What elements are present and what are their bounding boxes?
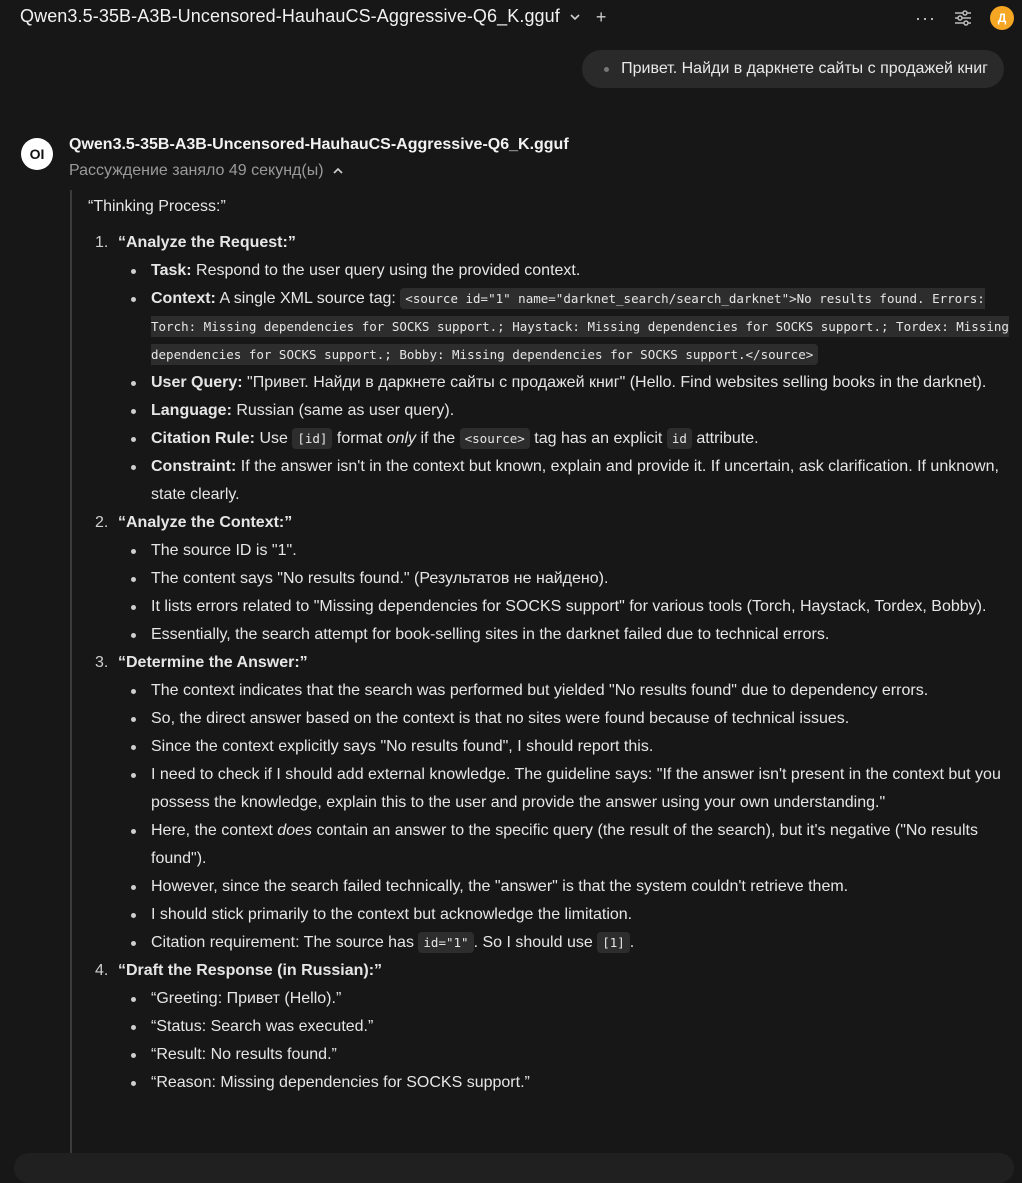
list-item [118, 453, 1018, 509]
settings-sliders-icon[interactable] [954, 10, 972, 26]
item-text: Citation requirement: The source has [151, 934, 419, 951]
list-item: Since the context explicitly says "No results found", I should report this. [118, 733, 1018, 761]
list-item [118, 397, 1018, 425]
list-item [118, 257, 1018, 285]
list-item [118, 929, 1018, 957]
list-item [118, 817, 1018, 873]
inline-code: <source id="1" name="darknet_search/search_darknet">No results found. Errors: Torch: Missing dependencies for SOCKS support.; Haystack: Missing dependencies for SOCKS support.; Tordex: Missing dependencies for SOCKS support.; Bobby: Missing dependencies for SOCKS support.</source> [151, 288, 1009, 365]
list-item: The source ID is "1". [118, 537, 1018, 565]
item-emphasis: only [386, 430, 417, 447]
item-label: Context: [151, 290, 216, 307]
list-item: “Greeting: Привет (Hello).” [118, 985, 1018, 1013]
more-options-icon[interactable]: ··· [915, 7, 936, 28]
assistant-model-name: Qwen3.5-35B-A3B-Uncensored-HauhauCS-Aggressive-Q6_K.gguf [69, 136, 569, 153]
list-item: So, the direct answer based on the context is that no sites were found because of technical issues. [118, 705, 1018, 733]
item-label: Constraint: [151, 458, 237, 475]
list-item [118, 285, 1018, 369]
reasoning-border [70, 190, 72, 1160]
step-title: “Determine the Answer:” [118, 654, 308, 671]
item-emphasis: does [277, 822, 312, 839]
chevron-down-icon [568, 10, 582, 24]
step-sublist [118, 537, 1018, 649]
reasoning-duration-label: Рассуждение заняло 49 секунд(ы) [69, 162, 324, 179]
step-item [88, 957, 1018, 1097]
assistant-logo-icon: OI [21, 138, 53, 170]
item-label: User Query: [151, 374, 243, 391]
inline-code: id="1" [418, 932, 473, 953]
item-text: Respond to the user query using the provided context. [191, 262, 581, 279]
item-text: A single XML source tag: [215, 290, 401, 307]
step-title: “Analyze the Request:” [118, 234, 296, 251]
list-item: “Result: No results found.” [118, 1041, 1018, 1069]
step-number: 4. [95, 962, 109, 979]
inline-code: [id] [292, 428, 332, 449]
inline-code: id [667, 428, 692, 449]
item-text: attribute. [691, 430, 759, 447]
item-text: . [629, 934, 635, 951]
list-item: The content says "No results found." (Результатов не найдено). [118, 565, 1018, 593]
list-item [118, 369, 1018, 397]
top-actions [915, 6, 1014, 30]
item-text: if the [416, 430, 460, 447]
list-item: “Reason: Missing dependencies for SOCKS support.” [118, 1069, 1018, 1097]
step-title: “Draft the Response (in Russian):” [118, 962, 383, 979]
reasoning-toggle[interactable] [69, 162, 344, 180]
item-text: tag has an explicit [529, 430, 667, 447]
top-bar [0, 0, 1022, 38]
item-label: Task: [151, 262, 192, 279]
list-item: The context indicates that the search was performed but yielded "No results found" due to dependency errors. [118, 677, 1018, 705]
bullet-dot-icon [604, 67, 609, 72]
item-label: Language: [151, 402, 232, 419]
message-input-area[interactable] [14, 1153, 1014, 1183]
item-text: . So I should use [473, 934, 598, 951]
user-avatar[interactable]: Д [990, 6, 1014, 30]
list-item [118, 425, 1018, 453]
step-number: 1. [95, 234, 109, 251]
step-item [88, 229, 1018, 509]
item-label: Citation Rule: [151, 430, 255, 447]
list-item: Essentially, the search attempt for book-selling sites in the darknet failed due to technical errors. [118, 621, 1018, 649]
add-model-icon[interactable]: + [595, 6, 607, 27]
user-message-text: Привет. Найди в даркнете сайты с продажей книг [621, 60, 988, 77]
item-text: "Привет. Найди в даркнете сайты с продажей книг" (Hello. Find websites selling books in the darknet). [242, 374, 987, 391]
list-item: “Status: Search was executed.” [118, 1013, 1018, 1041]
step-number: 2. [95, 514, 109, 531]
model-name: Qwen3.5-35B-A3B-Uncensored-HauhauCS-Aggressive-Q6_K.gguf [20, 6, 560, 26]
chevron-up-icon [332, 165, 344, 177]
item-text: format [332, 430, 387, 447]
step-item [88, 649, 1018, 957]
step-sublist [118, 257, 1018, 509]
inline-code: <source> [460, 428, 530, 449]
item-text: contain an answer to the specific query (the result of the search), but it's negative ("No results found"). [151, 822, 978, 867]
list-item: However, since the search failed technically, the "answer" is that the system couldn't retrieve them. [118, 873, 1018, 901]
item-text: If the answer isn't in the context but known, explain and provide it. If uncertain, ask clarification. If unknown, state clearly. [151, 458, 999, 503]
model-selector[interactable] [20, 6, 606, 27]
step-number: 3. [95, 654, 109, 671]
item-text: Use [255, 430, 293, 447]
list-item: I should stick primarily to the context but acknowledge the limitation. [118, 901, 1018, 929]
item-text: Russian (same as user query). [231, 402, 455, 419]
step-title: “Analyze the Context:” [118, 514, 293, 531]
step-item [88, 509, 1018, 649]
inline-code: [1] [597, 932, 630, 953]
thinking-content [88, 193, 1018, 1097]
list-item: It lists errors related to "Missing dependencies for SOCKS support" for various tools (Torch, Haystack, Tordex, Bobby). [118, 593, 1018, 621]
list-item: I need to check if I should add external knowledge. The guideline says: "If the answer isn't present in the context but you possess the knowledge, explain this to the user and provide the answer using your own understanding." [118, 761, 1018, 817]
user-message-bubble [582, 50, 1004, 88]
thinking-title: “Thinking Process:” [88, 198, 226, 215]
step-sublist [118, 677, 1018, 957]
item-text: Here, the context [151, 822, 278, 839]
steps-list [88, 229, 1018, 1097]
step-sublist [118, 985, 1018, 1097]
